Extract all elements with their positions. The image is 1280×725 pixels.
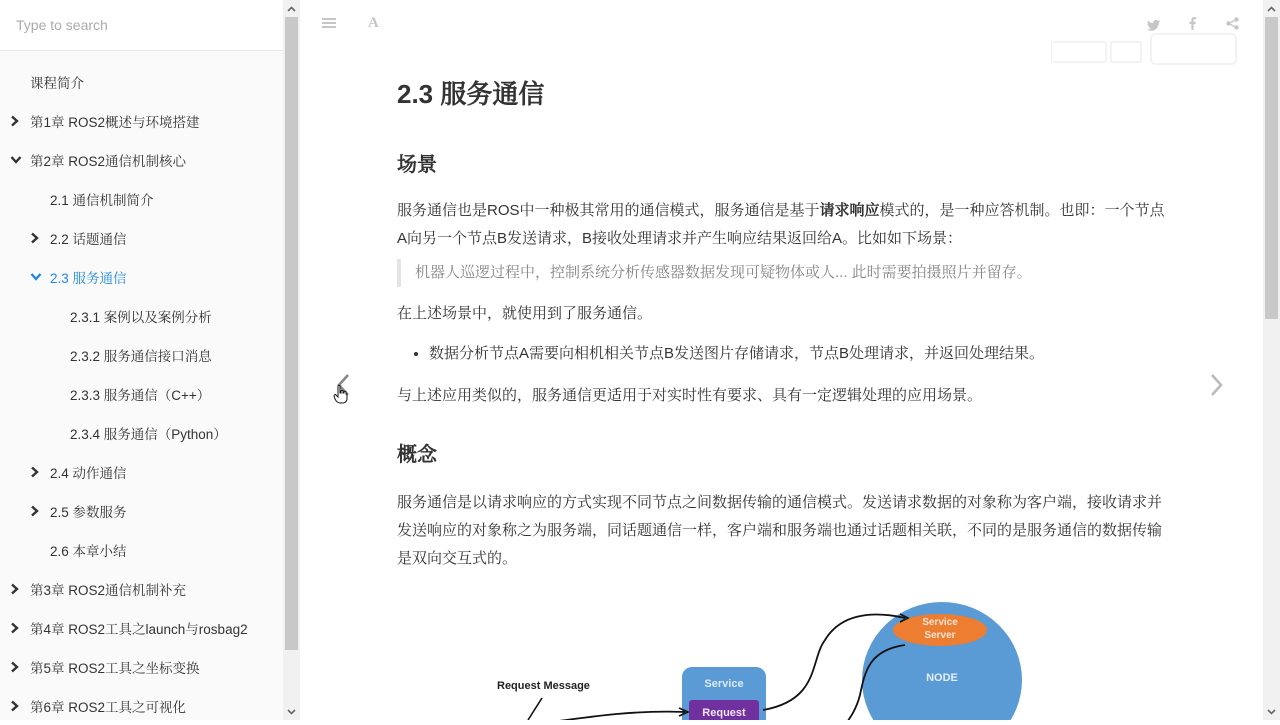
chevron-down-icon[interactable] (30, 272, 44, 281)
sidebar-item[interactable] (0, 413, 283, 452)
sidebar-item-label: 课程简介 (30, 75, 84, 91)
sidebar-scrollbar-thumb[interactable] (285, 17, 298, 650)
sidebar-item[interactable] (0, 686, 283, 725)
scroll-down-arrow-icon[interactable] (1263, 703, 1280, 720)
diagram-label-service: Service (704, 678, 744, 690)
chevron-right-icon[interactable] (30, 466, 44, 478)
sidebar-item[interactable] (0, 491, 283, 530)
section-heading-scenario: 场景 (397, 154, 437, 176)
sidebar-item[interactable] (0, 374, 283, 413)
scroll-down-arrow-icon[interactable] (283, 703, 300, 720)
font-a-icon[interactable]: A (368, 15, 379, 31)
concept-paragraph: 服务通信是以请求响应的方式实现不同节点之间数据传输的通信模式。发送请求数据的对象称为客户端，接收请求并发送响应的对象称之为服务端，同话题通信一样，客户端和服务端也通过话题相关联，不同的是服务通信的数据传输是双向交互式的。 (397, 494, 1163, 567)
sidebar-item[interactable] (0, 452, 283, 491)
paragraph: 在上述场景中，就使用到了服务通信。 (397, 305, 653, 322)
sidebar-item-label: 2.4 动作通信 (50, 465, 127, 481)
sidebar-item-label: 2.3.2 服务通信接口消息 (70, 348, 212, 364)
sidebar-item-label: 2.3.4 服务通信（Python） (70, 426, 227, 442)
sidebar-item[interactable] (0, 647, 283, 686)
section-heading-concept: 概念 (397, 444, 437, 466)
diagram-label-service-server (893, 616, 987, 642)
sidebar-item-label: 2.6 本章小结 (50, 543, 127, 559)
page-title: 2.3 服务通信 (397, 79, 545, 109)
chevron-down-icon[interactable] (10, 155, 24, 164)
sidebar-item[interactable] (0, 296, 283, 335)
diagram-label-request-message: Request Message (497, 680, 590, 692)
sidebar-item-label: 2.3.3 服务通信（C++） (70, 387, 211, 403)
chevron-right-icon[interactable] (10, 583, 24, 595)
search-input[interactable] (14, 16, 268, 34)
text: 模式的，是一种应答机制。也即：一个节点A向另一个节点B发送请求，B接收处理请求并产生响应结果返回给A。比如如下场景： (397, 202, 1165, 247)
table-of-contents (0, 62, 283, 725)
main-content (300, 0, 1263, 720)
sidebar-item[interactable] (0, 569, 283, 608)
sidebar-item-label: 2.3.1 案例以及案例分析 (70, 309, 212, 325)
sidebar-item[interactable] (0, 101, 283, 140)
sidebar-item[interactable] (0, 140, 283, 179)
watermark-logo (1051, 32, 1241, 68)
sidebar-item-label: 第5章 ROS2工具之坐标变换 (30, 660, 200, 676)
hamburger-icon[interactable] (322, 16, 336, 34)
chevron-right-icon[interactable] (1210, 373, 1224, 402)
search-box (0, 0, 283, 51)
diagram-label-node: NODE (926, 672, 958, 684)
text: Server (924, 630, 956, 641)
sidebar-item-label: 第1章 ROS2概述与环境搭建 (30, 114, 200, 130)
sidebar-item-label: 2.5 参数服务 (50, 504, 127, 520)
scenario-paragraph (397, 197, 1167, 253)
article (397, 70, 1167, 573)
hand-cursor-icon (333, 384, 349, 409)
sidebar-item-label: 2.1 通信机制简介 (50, 192, 154, 208)
blockquote: 机器人巡逻过程中，控制系统分析传感器数据发现可疑物体或人... 此时需要拍摄照片并留存。 (397, 259, 1167, 287)
sidebar-item-label: 第4章 ROS2工具之launch与rosbag2 (30, 621, 248, 637)
scroll-up-arrow-icon[interactable] (1263, 0, 1280, 17)
sidebar-item[interactable] (0, 218, 283, 257)
sidebar-item[interactable] (0, 62, 283, 101)
chevron-right-icon[interactable] (30, 232, 44, 244)
sidebar-item[interactable] (0, 608, 283, 647)
sidebar-item-label: 第2章 ROS2通信机制核心 (30, 153, 187, 169)
sidebar-item-label: 2.3 服务通信 (50, 270, 127, 286)
chevron-right-icon[interactable] (30, 505, 44, 517)
chevron-right-icon[interactable] (10, 661, 24, 673)
chevron-right-icon[interactable] (10, 700, 24, 712)
sidebar-scrollbar[interactable] (283, 0, 300, 720)
main-scrollbar[interactable] (1263, 0, 1280, 720)
sidebar-item-label: 2.2 话题通信 (50, 231, 127, 247)
sidebar-item[interactable] (0, 335, 283, 374)
chevron-right-icon[interactable] (10, 622, 24, 634)
sidebar (0, 0, 301, 720)
paragraph: 与上述应用类似的，服务通信更适用于对实时性有要求、具有一定逻辑处理的应用场景。 (397, 387, 983, 404)
sidebar-item[interactable] (0, 257, 283, 296)
sidebar-item[interactable] (0, 530, 283, 569)
text: 服务通信也是ROS中一种极其常用的通信模式，服务通信是基于 (397, 202, 820, 219)
chevron-right-icon[interactable] (10, 115, 24, 127)
diagram-label-request: Request (702, 707, 746, 719)
scroll-up-arrow-icon[interactable] (283, 0, 300, 17)
service-communication-diagram (480, 600, 1040, 720)
main-scrollbar-thumb[interactable] (1265, 17, 1278, 319)
sidebar-item-label: 第6章 ROS2工具之可视化 (30, 699, 187, 715)
sidebar-item[interactable] (0, 179, 283, 218)
sidebar-item-label: 第3章 ROS2通信机制补充 (30, 582, 187, 598)
bullet-list (397, 340, 1167, 368)
text: Service (922, 617, 958, 628)
list-item: • 数据分析节点A需要向相机相关节点B发送图片存储请求，节点B处理请求，并返回处理结果。 (429, 340, 1167, 368)
bold-text: 请求响应 (819, 202, 880, 219)
